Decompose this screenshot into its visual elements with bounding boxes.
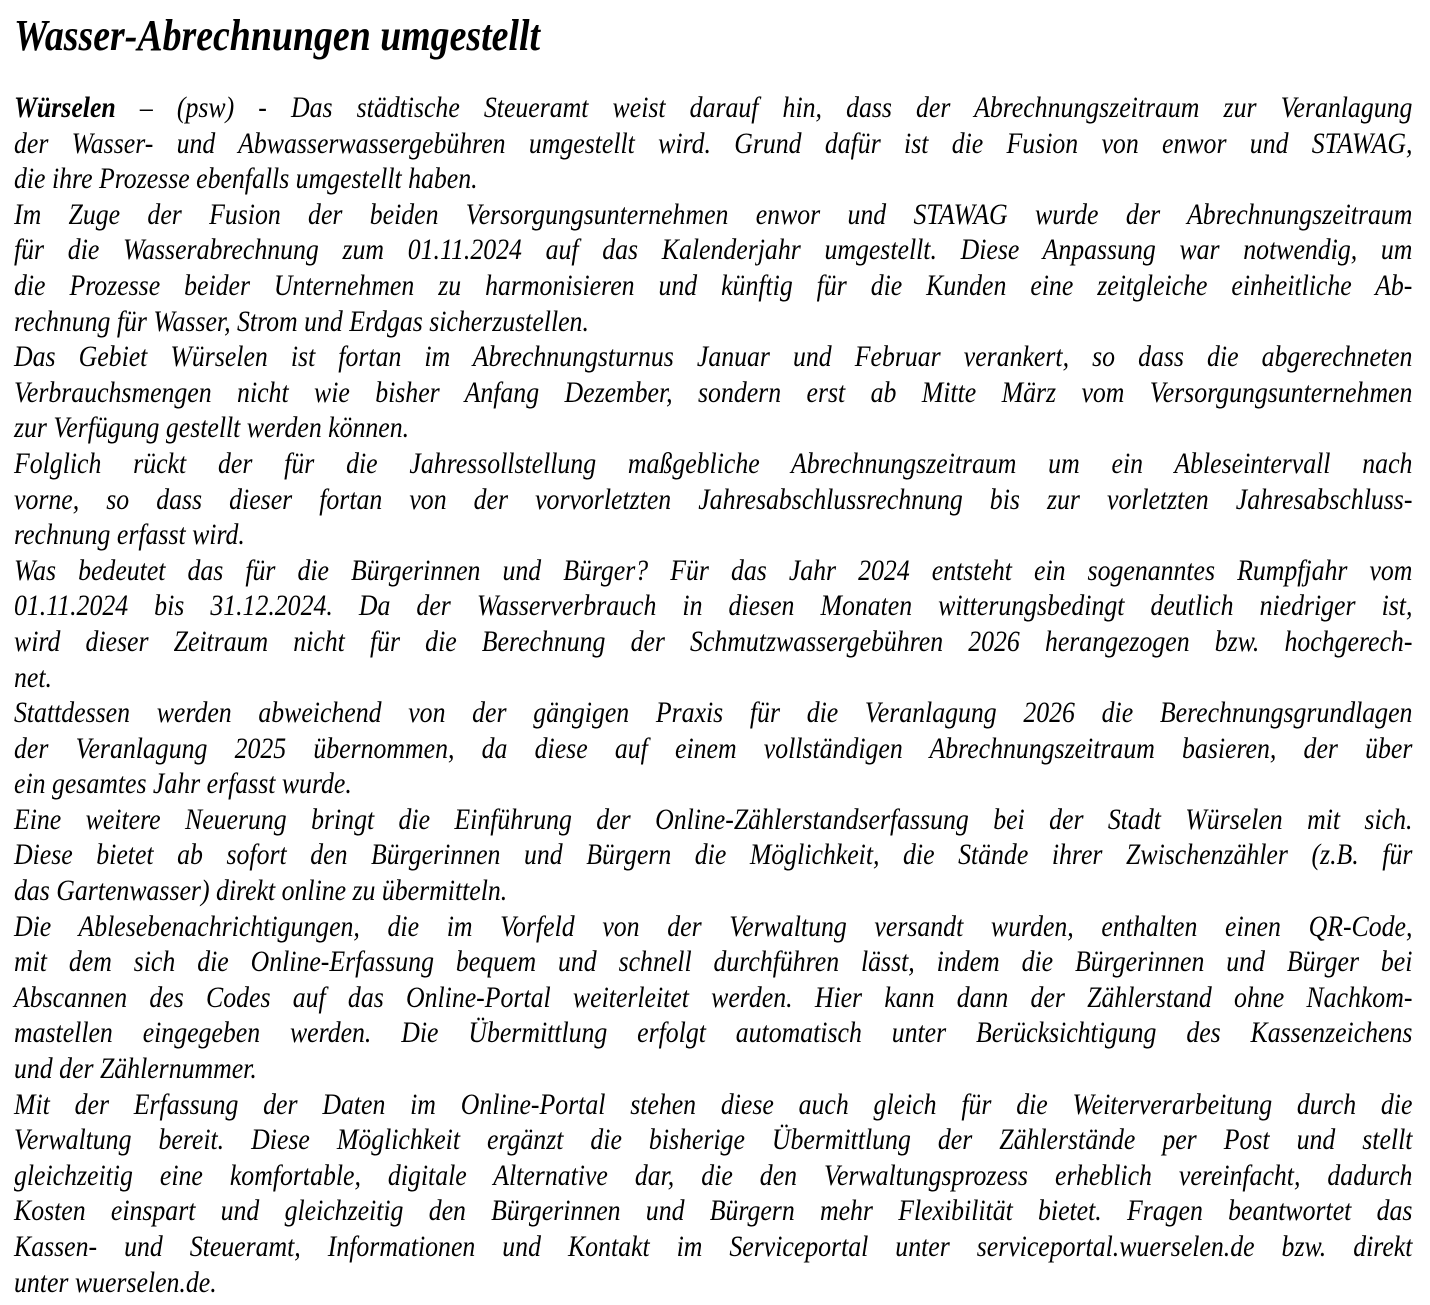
text-line: Die Ablesebenachrichtigungen, die im Vorfeld von der Verwaltung versandt wurden, enthalten einen QR-Code, [14,909,1413,943]
text-line: mastellen eingegeben werden. Die Übermittlung erfolgt automatisch unter Berücksichtigung des Kassenzeichens [14,1016,1413,1050]
paragraph [14,909,1412,1087]
text-line: Das Gebiet Würselen ist fortan im Abrechnungsturnus Januar und Februar verankert, so dass die abgerechneten [14,340,1413,374]
text-line: für die Wasserabrechnung zum 01.11.2024 auf das Kalenderjahr umgestellt. Diese Anpassung war notwendig, um [14,233,1413,267]
text-line: Diese bietet ab sofort den Bürgerinnen und Bürgern die Möglichkeit, die Stände ihrer Zwischenzähler (z.B. für [14,838,1413,872]
text-line: die ihre Prozesse ebenfalls umgestellt haben. [14,162,478,196]
paragraph [14,446,1412,553]
paragraph [14,1087,1412,1301]
text-line: der Wasser- und Abwasserwassergebühren umgestellt wird. Grund dafür ist die Fusion von enwor und STAWAG, [14,126,1413,160]
text-line: rechnung für Wasser, Strom und Erdgas sicherzustellen. [14,304,589,338]
paragraph [14,90,1412,197]
text-line: Was bedeutet das für die Bürgerinnen und Bürger? Für das Jahr 2024 entsteht ein sogenanntes Rumpfjahr vom [14,553,1413,587]
text-line: Eine weitere Neuerung bringt die Einführung der Online-Zählerstandserfassung bei der Stadt Würselen mit sich. [14,802,1413,836]
text-line: ein gesamtes Jahr erfasst wurde. [14,767,352,801]
text-line: der Veranlagung 2025 übernommen, da diese auf einem vollständigen Abrechnungszeitraum basieren, der über [14,731,1413,765]
paragraph [14,553,1412,695]
text-line: Mit der Erfassung der Daten im Online-Portal stehen diese auch gleich für die Weiterverarbeitung durch die [14,1087,1413,1121]
text-line: 01.11.2024 bis 31.12.2024. Da der Wasserverbrauch in diesen Monaten witterungsbedingt deutlich niedriger ist, [14,589,1413,623]
paragraph [14,339,1412,446]
text-line: rechnung erfasst wird. [14,518,245,552]
text-line: Im Zuge der Fusion der beiden Versorgungsunternehmen enwor und STAWAG wurde der Abrechnungszeitraum [14,197,1413,231]
article-body [14,90,1412,1300]
lead-text: – (psw) - Das städtische Steueramt weist darauf hin, dass der Abrechnungszeitraum zur Veranlagung [115,91,1413,124]
text-line: mit dem sich die Online-Erfassung bequem und schnell durchführen lässt, indem die Bürgerinnen und Bürger bei [14,945,1413,979]
text-line: vorne, so dass dieser fortan von der vorvorletzten Jahresabschlussrechnung bis zur vorletzten Jahresabschluss- [14,482,1413,516]
text-line [14,90,1412,126]
text-line: net. [14,660,52,694]
text-line: zur Verfügung gestellt werden können. [14,411,410,445]
text-line: Verbrauchsmengen nicht wie bisher Anfang Dezember, sondern erst ab Mitte März vom Versorgungsunternehmen [14,375,1413,409]
article-headline: Wasser-Abrechnungen umgestellt [14,11,540,60]
text-line: das Gartenwasser) direkt online zu übermitteln. [14,874,508,908]
text-line: gleichzeitig eine komfortable, digitale Alternative dar, die den Verwaltungsprozess erheblich vereinfacht, dadurch [14,1158,1413,1192]
dateline: Würselen [14,91,116,124]
paragraph [14,802,1412,909]
text-line: wird dieser Zeitraum nicht für die Berechnung der Schmutzwassergebühren 2026 herangezogen bzw. hochgerech- [14,624,1413,658]
text-line: Verwaltung bereit. Diese Möglichkeit ergänzt die bisherige Übermittlung der Zählerstände per Post und stellt [14,1123,1413,1157]
text-line: Abscannen des Codes auf das Online-Portal weiterleitet werden. Hier kann dann der Zählerstand ohne Nachkom- [14,980,1413,1014]
text-line: Kassen- und Steueramt, Informationen und Kontakt im Serviceportal unter serviceportal.wuerselen.de bzw. direkt [14,1230,1413,1263]
text-line: Folglich rückt der für die Jahressollstellung maßgebliche Abrechnungszeitraum um ein Ableseintervall nach [14,446,1413,480]
text-line: Kosten einspart und gleichzeitig den Bürgerinnen und Bürgern mehr Flexibilität bietet. Fragen beantwortet das [14,1194,1413,1228]
text-line: Stattdessen werden abweichend von der gängigen Praxis für die Veranlagung 2026 die Berechnungsgrundlagen [14,696,1413,730]
paragraph [14,197,1412,339]
text-line: die Prozesse beider Unternehmen zu harmonisieren und künftig für die Kunden eine zeitgleiche einheitliche Ab- [14,268,1413,302]
text-line: und der Zählernummer. [14,1052,257,1086]
paragraph [14,695,1412,802]
text-line: unter wuerselen.de. [14,1265,217,1299]
